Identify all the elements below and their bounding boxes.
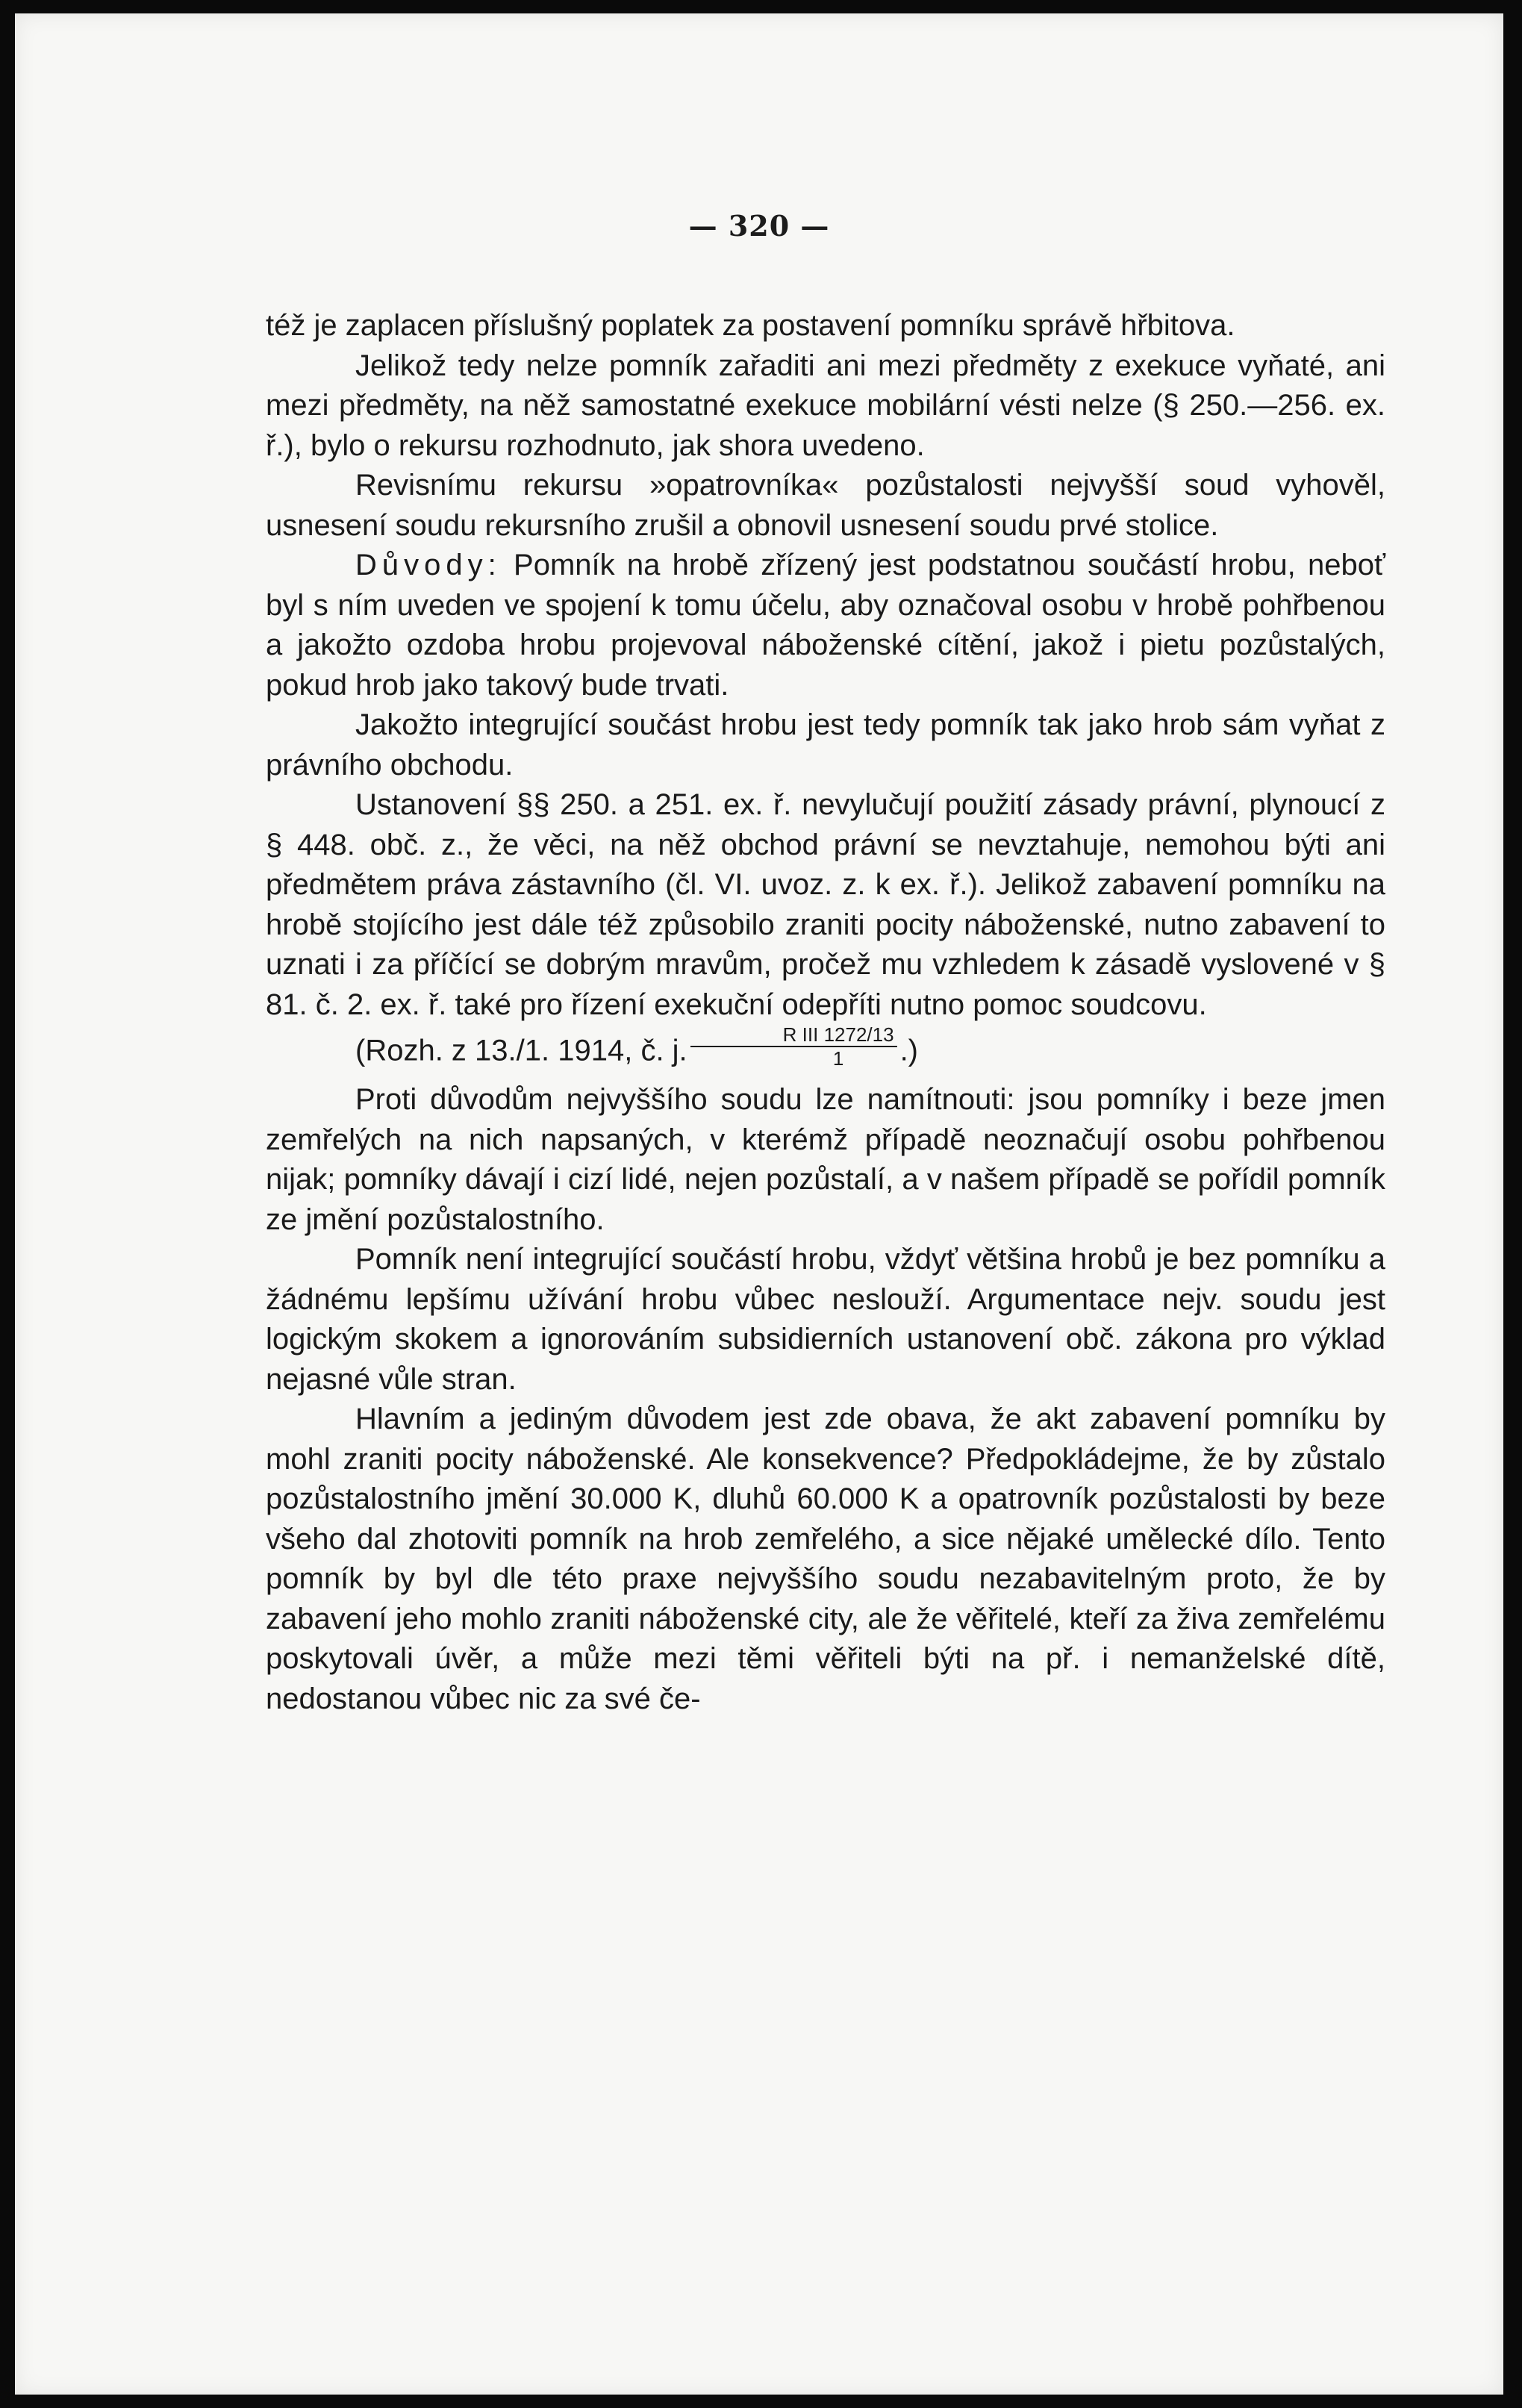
citation-suffix: .) — [899, 1034, 918, 1067]
reasons-heading: Důvody: — [355, 549, 502, 581]
paragraph: Jelikož tedy nelze pomník zařaditi ani mezi předměty z exekuce vyňaté, ani mezi předměty, na něž samostatné exekuce mobilární vésti nelze (§ 250.—256. ex. ř.), bylo o rekursu rozhodnuto, jak shora uvedeno. — [266, 349, 1385, 462]
citation-denominator: 1 — [832, 1047, 844, 1070]
paragraph-text: Pomník na hrobě zřízený jest podstatnou součástí hrobu, neboť byl s ním uveden ve spojení k tomu účelu, aby označoval osobu v hrobě pohřbenou a jakožto ozdoba hrobu projevoval náboženské cítění, jakož i pietu pozůstalých, pokud hrob jako takový bude trvati. — [266, 549, 1385, 702]
citation-fraction — [690, 1023, 897, 1070]
citation-numerator: R III 1272/13 — [690, 1023, 897, 1047]
paragraph: též je zaplacen příslušný poplatek za postavení pomníku správě hřbitova. — [266, 309, 1235, 342]
paragraph: Jakožto integrující součást hrobu jest tedy pomník tak jako hrob sám vyňat z právního obchodu. — [266, 708, 1385, 782]
paragraph: Ustanovení §§ 250. a 251. ex. ř. nevylučují použití zásady právní, plynoucí z § 448. obč. z., že věci, na něž obchod právní se nevztahuje, nemohou býti ani předmětem práva zástavního (čl. VI. uvoz. z. k ex. ř.). Jelikož zabavení pomníku na hrobě stojícího jest dále též způsobilo zraniti pocity náboženské, nutno zabavení to uznati i za příčící se dobrým mravům, pročež mu vzhledem k zásadě vyslovené v § 81. č. 2. ex. ř. také pro řízení exekuční odepříti nutno pomoc soudcovu. — [266, 788, 1385, 1021]
citation — [266, 1023, 1385, 1076]
page-number: — 320 — — [688, 209, 830, 243]
body-text — [266, 306, 1385, 1719]
paragraph: Proti důvodům nejvyššího soudu lze namítnouti: jsou pomníky i beze jmen zemřelých na nich napsaných, v kterémž případě neoznačují osobu pohřbenou nijak; pomníky dávají i cizí lidé, nejen pozůstalí, a v našem případě se pořídil pomník ze jmění pozůstalostního. — [266, 1083, 1385, 1236]
paragraph: Revisnímu rekursu »opatrovníka« pozůstalosti nejvyšší soud vyhověl, usnesení soudu rekursního zrušil a obnovil usnesení soudu prvé stolice. — [266, 469, 1385, 542]
paragraph: Pomník není integrující součástí hrobu, vždyť většina hrobů je bez pomníku a žádnému lepšímu užívání hrobu vůbec neslouží. Argumentace nejv. soudu jest logickým skokem a ignorováním subsidierních ustanovení obč. zákona pro výklad nejasné vůle stran. — [266, 1243, 1385, 1396]
paragraph-reasons — [266, 546, 1385, 705]
citation-prefix: (Rozh. z 13./1. 1914, č. j. — [355, 1034, 687, 1067]
paragraph: Hlavním a jediným důvodem jest zde obava, že akt zabavení pomníku by mohl zraniti pocity náboženské. Ale konsekvence? Předpokládejme, že by zůstalo pozůstalostního jmění 30.000 K, dluhů 60.000 K a opatrovník pozůstalosti by beze všeho dal zhotoviti pomník na hrob zemřelého, a sice nějaké umělecké dílo. Tento pomník by byl dle této praxe nejvyššího soudu nezabavitelným proto, že by zabavení jeho mohlo zraniti náboženské city, ale že věřitelé, kteří za živa zemřelému poskytovali úvěr, a může mezi těmi věřiteli býti na př. i nemanželské dítě, nedostanou vůbec nic za své če- — [266, 1403, 1385, 1715]
document-page — [15, 13, 1503, 2395]
